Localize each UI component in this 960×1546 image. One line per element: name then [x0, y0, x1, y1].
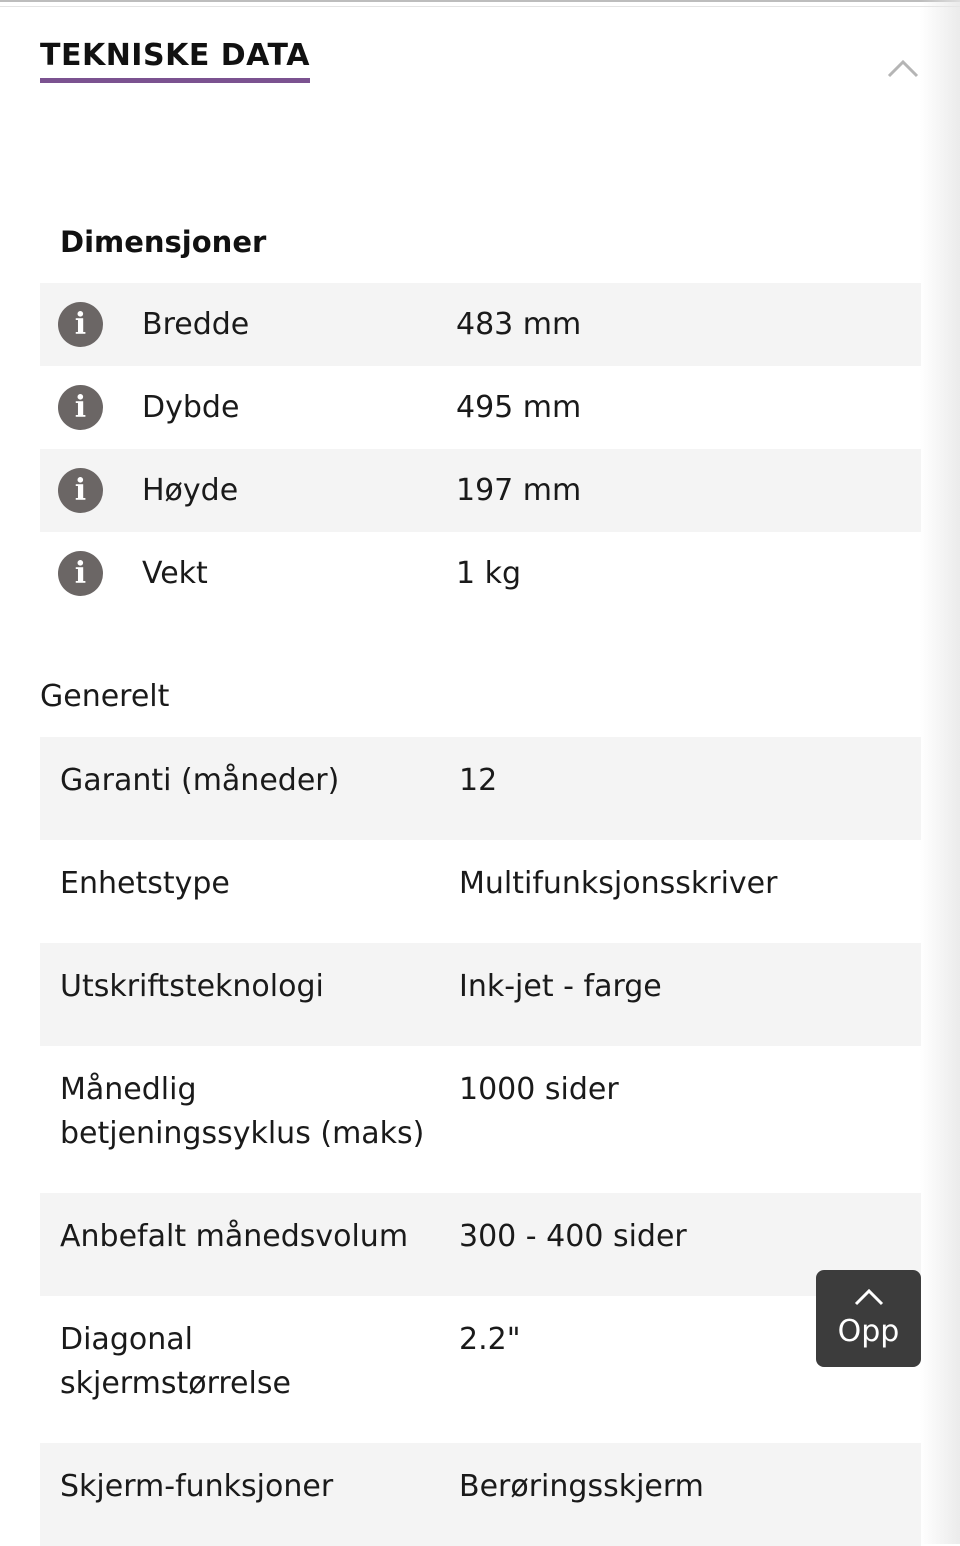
- table-row: [40, 840, 921, 943]
- info-icon[interactable]: i: [58, 468, 103, 513]
- table-row: [40, 1046, 921, 1193]
- dimension-value: 1 kg: [456, 556, 522, 591]
- spec-value: 12: [459, 763, 498, 798]
- general-title: Generelt: [40, 679, 170, 714]
- spec-label: Utskriftsteknologi: [60, 969, 324, 1004]
- spec-label: Skjerm-funksjoner: [60, 1469, 334, 1504]
- spec-label: Enhetstype: [60, 866, 230, 901]
- table-row: [40, 1296, 921, 1443]
- table-row: [40, 449, 921, 532]
- table-row: [40, 366, 921, 449]
- dimension-value: 197 mm: [456, 473, 582, 508]
- spec-label: Garanti (måneder): [60, 763, 340, 798]
- dimension-label: Høyde: [142, 473, 239, 508]
- spec-value: Ink-jet - farge: [459, 969, 662, 1004]
- page-edge-shadow: [920, 0, 960, 1544]
- table-row: [40, 943, 921, 1046]
- chevron-up-icon[interactable]: [886, 56, 920, 80]
- spec-label: Diagonal skjermstørrelse: [60, 1322, 291, 1401]
- top-divider: [0, 0, 960, 7]
- spec-label: Månedlig betjeningssyklus (maks): [60, 1072, 425, 1151]
- table-row: [40, 737, 921, 840]
- general-table: [40, 737, 921, 1546]
- chevron-up-icon: [852, 1286, 886, 1308]
- dimensions-title: Dimensjoner: [60, 225, 267, 259]
- dimension-label: Vekt: [142, 556, 208, 591]
- spec-value: 300 - 400 sider: [459, 1219, 687, 1254]
- spec-value: 2.2": [459, 1322, 521, 1357]
- dimension-label: Bredde: [142, 307, 250, 342]
- back-to-top-button[interactable]: [816, 1270, 921, 1367]
- table-row: [40, 532, 921, 615]
- spec-value: 1000 sider: [459, 1072, 619, 1107]
- back-to-top-label: Opp: [837, 1314, 900, 1349]
- section-title: TEKNISKE DATA: [40, 38, 310, 83]
- info-icon[interactable]: i: [58, 551, 103, 596]
- dimensions-table: [40, 283, 921, 615]
- dimension-value: 483 mm: [456, 307, 582, 342]
- spec-value: Multifunksjonsskriver: [459, 866, 778, 901]
- technical-data-accordion-header[interactable]: [40, 38, 920, 98]
- info-icon[interactable]: i: [58, 385, 103, 430]
- dimension-label: Dybde: [142, 390, 240, 425]
- table-row: [40, 1443, 921, 1546]
- info-icon[interactable]: i: [58, 302, 103, 347]
- spec-value: Berøringsskjerm: [459, 1469, 704, 1504]
- table-row: [40, 1193, 921, 1296]
- table-row: [40, 283, 921, 366]
- dimension-value: 495 mm: [456, 390, 582, 425]
- spec-label: Anbefalt månedsvolum: [60, 1219, 409, 1254]
